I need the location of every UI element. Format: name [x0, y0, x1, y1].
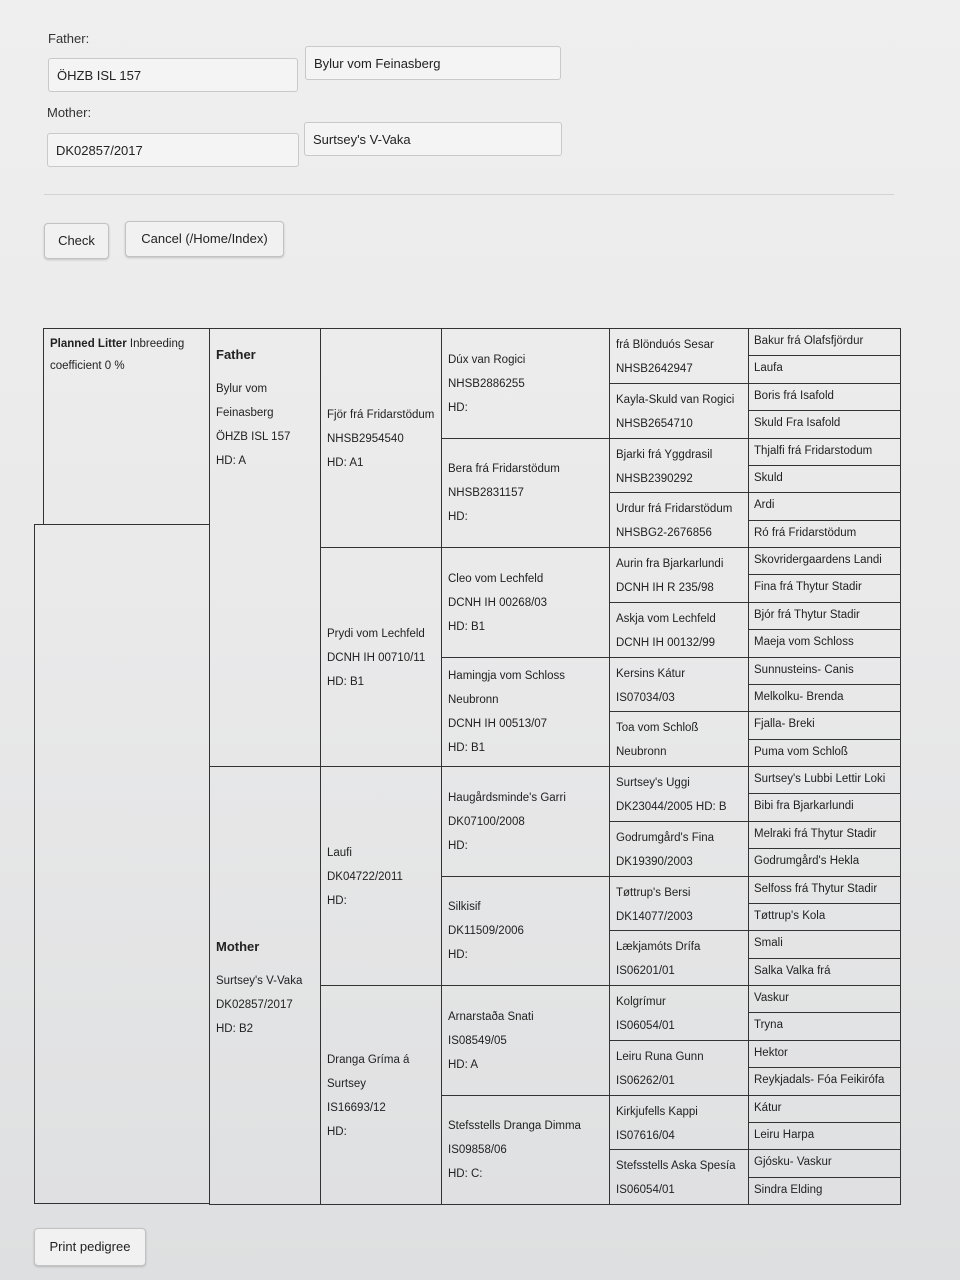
- entry-line: Kátur: [754, 1101, 782, 1114]
- entry-line: HD: B1: [448, 620, 486, 633]
- gen5-ancestor-cell: [748, 766, 901, 794]
- entry-line: Sunnusteins- Canis: [754, 663, 854, 676]
- great-grandparent-cell: [441, 547, 610, 658]
- entry-line: Tøttrup's Kola: [754, 909, 826, 922]
- gen4-ancestor-cell: [609, 930, 749, 986]
- father-cell: [209, 328, 321, 767]
- entry-line: Dranga Gríma á: [327, 1053, 410, 1066]
- entry-line: HD: B1: [327, 675, 365, 688]
- entry-line: Feinasberg: [216, 407, 274, 419]
- gen4-ancestor-cell: [609, 602, 749, 658]
- entry-line: Urdur frá Fridarstödum: [616, 503, 733, 516]
- entry-line: HD:: [448, 511, 468, 524]
- entry-line: Bjarki frá Yggdrasil: [616, 448, 713, 461]
- gen5-ancestor-cell: [748, 876, 901, 904]
- entry-line: Tryna: [754, 1019, 783, 1032]
- entry-line: Hektor: [754, 1046, 788, 1059]
- gen4-ancestor-cell: [609, 328, 749, 384]
- great-grandparent-cell: [441, 876, 610, 987]
- entry-line: Neubronn: [448, 694, 499, 707]
- entry-line: Dúx van Rogici: [448, 353, 526, 366]
- gen4-ancestor-cell: [609, 1095, 749, 1151]
- entry-line: HD:: [448, 401, 468, 414]
- entry-line: Skuld: [754, 471, 783, 484]
- entry-line: Bakur frá Olafsfjördur: [754, 335, 864, 347]
- entry-line: HD: B2: [216, 1023, 254, 1035]
- gen5-ancestor-cell: [748, 574, 901, 602]
- entry-line: IS08549/05: [448, 1034, 507, 1047]
- entry-line: IS07034/03: [616, 691, 675, 704]
- entry-line: IS16693/12: [327, 1101, 386, 1114]
- entry-line: NHSB2886255: [448, 377, 525, 390]
- gen5-ancestor-cell: [748, 547, 901, 575]
- great-grandparent-cell: [441, 438, 610, 549]
- gen4-ancestor-cell: [609, 985, 749, 1041]
- entry-line: DK04722/2011: [327, 870, 403, 883]
- entry-line: HD: A: [448, 1058, 479, 1071]
- entry-line: HD: A: [216, 455, 247, 467]
- great-grandparent-cell: [441, 985, 610, 1096]
- gen5-ancestor-cell: [748, 930, 901, 958]
- entry-line: IS09858/06: [448, 1144, 507, 1157]
- gen4-ancestor-cell: [609, 1149, 749, 1205]
- grandparent-cell: [320, 547, 442, 767]
- entry-line: HD: C:: [448, 1168, 483, 1181]
- entry-line: NHSB2654710: [616, 417, 693, 430]
- gen5-ancestor-cell: [748, 1095, 901, 1123]
- gen5-ancestor-cell: [748, 848, 901, 876]
- grandparent-cell: [320, 328, 442, 548]
- entry-line: IS06262/01: [616, 1074, 675, 1087]
- entry-line: Surtsey's V-Vaka: [216, 975, 303, 987]
- entry-line: Bera frá Fridarstödum: [448, 463, 560, 476]
- entry-line: Ardi: [754, 499, 775, 512]
- entry-line: NHSB2390292: [616, 472, 693, 485]
- mother-cell: [209, 766, 321, 1205]
- entry-line: HD:: [327, 894, 347, 907]
- gen5-ancestor-cell: [748, 465, 901, 493]
- gen5-ancestor-cell: [748, 1040, 901, 1068]
- gen5-ancestor-cell: [748, 821, 901, 849]
- gen5-ancestor-cell: [748, 1149, 901, 1177]
- entry-line: HD: A1: [327, 456, 364, 469]
- gen5-ancestor-cell: [748, 1012, 901, 1040]
- entry-line: Surtsey's Uggi: [616, 777, 690, 789]
- entry-line: Godrumgård's Fina: [616, 831, 715, 844]
- gen4-ancestor-cell: [609, 766, 749, 822]
- gen5-ancestor-cell: [748, 1177, 901, 1205]
- entry-line: Puma vom Schloß: [754, 745, 848, 758]
- entry-line: Kersins Kátur: [616, 667, 686, 680]
- entry-line: Bjór frá Thytur Stadir: [754, 608, 860, 621]
- entry-line: Aurin fra Bjarkarlundi: [616, 558, 724, 570]
- entry-line: IS06054/01: [616, 1184, 675, 1197]
- entry-line: Toa vom Schloß: [616, 722, 699, 735]
- great-grandparent-cell: [441, 328, 610, 439]
- entry-line: Fjör frá Fridarstödum: [327, 408, 435, 421]
- gen5-ancestor-cell: [748, 711, 901, 739]
- entry-line: DK23044/2005 HD: B: [616, 801, 727, 813]
- entry-line: Smali: [754, 937, 783, 950]
- entry-line: Ró frá Fridarstödum: [754, 526, 857, 539]
- entry-line: Sindra Elding: [754, 1183, 823, 1196]
- gen4-ancestor-cell: [609, 821, 749, 877]
- entry-line: Silkisif: [448, 901, 481, 914]
- entry-line: Godrumgård's Hekla: [754, 855, 860, 868]
- gen4-ancestor-cell: [609, 711, 749, 767]
- entry-line: Askja vom Lechfeld: [616, 612, 716, 625]
- gen5-ancestor-cell: [748, 602, 901, 630]
- entry-line: Melkolku- Brenda: [754, 690, 844, 703]
- entry-line: NHSB2954540: [327, 432, 404, 445]
- gen5-ancestor-cell: [748, 328, 901, 356]
- entry-line: Kayla-Skuld van Rogici: [616, 393, 735, 406]
- gen5-ancestor-cell: [748, 355, 901, 383]
- summary-title: Planned Litter: [50, 338, 127, 350]
- grandparent-cell: [320, 985, 442, 1205]
- entry-line: IS06201/01: [616, 965, 675, 978]
- gen5-ancestor-cell: [748, 958, 901, 986]
- entry-line: Salka Valka frá: [754, 964, 831, 977]
- check-button[interactable]: Check: [44, 223, 109, 259]
- entry-line: Gjósku- Vaskur: [754, 1156, 832, 1169]
- entry-line: Neubronn: [616, 746, 667, 759]
- gen5-ancestor-cell: [748, 684, 901, 712]
- gen5-ancestor-cell: [748, 1122, 901, 1150]
- entry-line: DCNH IH 00268/03: [448, 596, 548, 609]
- summary-cell: [43, 328, 209, 525]
- entry-line: HD:: [327, 1125, 347, 1138]
- gen4-ancestor-cell: [609, 657, 749, 713]
- gen5-ancestor-cell: [748, 985, 901, 1013]
- entry-line: NHSBG2-2676856: [616, 527, 712, 540]
- entry-line: Tøttrup's Bersi: [616, 886, 691, 899]
- entry-line: Selfoss frá Thytur Stadir: [754, 882, 878, 895]
- entry-line: Cleo vom Lechfeld: [448, 572, 544, 585]
- gen5-ancestor-cell: [748, 903, 901, 931]
- gen5-ancestor-cell: [748, 739, 901, 767]
- father-id-field[interactable]: ÖHZB ISL 157: [48, 58, 298, 92]
- gen5-ancestor-cell: [748, 492, 901, 520]
- gen5-ancestor-cell: [748, 520, 901, 548]
- entry-line: Kirkjufells Kappi: [616, 1105, 698, 1118]
- gen4-ancestor-cell: [609, 492, 749, 548]
- entry-line: Prydi vom Lechfeld: [327, 627, 425, 640]
- entry-line: DCNH IH 00513/07: [448, 718, 548, 731]
- gen5-ancestor-cell: [748, 657, 901, 685]
- entry-line: Bibi fra Bjarkarlundi: [754, 800, 854, 813]
- mother-name-field[interactable]: Surtsey's V-Vaka: [304, 122, 562, 156]
- entry-line: IS06054/01: [616, 1020, 675, 1032]
- entry-line: DCNH IH 00132/99: [616, 636, 716, 649]
- father-name-field[interactable]: Bylur vom Feinasberg: [305, 46, 561, 80]
- entry-line: NHSB2642947: [616, 363, 693, 375]
- gen4-ancestor-cell: [609, 438, 749, 494]
- entry-line: Boris frá Isafold: [754, 389, 834, 402]
- entry-line: Leiru Harpa: [754, 1128, 815, 1141]
- gen5-ancestor-cell: [748, 793, 901, 821]
- gen5-ancestor-cell: [748, 383, 901, 411]
- entry-line: Fjalla- Breki: [754, 718, 815, 731]
- entry-line: Reykjadals- Fóa Feikirófa: [754, 1074, 885, 1087]
- entry-line: Stefsstells Dranga Dimma: [448, 1120, 581, 1133]
- gen5-ancestor-cell: [748, 438, 901, 466]
- entry-line: Thjalfi frá Fridarstodum: [754, 444, 873, 457]
- entry-line: ÖHZB ISL 157: [216, 431, 291, 443]
- entry-line: DCNH IH R 235/98: [616, 582, 714, 594]
- entry-line: HD:: [448, 949, 468, 962]
- gen4-ancestor-cell: [609, 1040, 749, 1096]
- entry-line: Kolgrímur: [616, 996, 666, 1008]
- entry-line: DCNH IH 00710/11: [327, 651, 426, 664]
- grandparent-cell: [320, 766, 442, 986]
- gen4-ancestor-cell: [609, 547, 749, 603]
- parent-heading: Father: [216, 347, 256, 362]
- entry-line: Fina frá Thytur Stadir: [754, 581, 862, 594]
- father-label: Father:: [48, 31, 90, 46]
- entry-line: Laufi: [327, 846, 352, 859]
- entry-line: Vaskur: [754, 992, 789, 1004]
- entry-line: DK07100/2008: [448, 815, 525, 828]
- entry-line: HD:: [448, 839, 468, 852]
- great-grandparent-cell: [441, 1095, 610, 1206]
- summary-text: Inbreeding coefficient 0 %: [50, 338, 185, 372]
- entry-line: NHSB2831157: [448, 487, 524, 500]
- summary-left-column: [34, 524, 209, 1204]
- entry-line: Melraki frá Thytur Stadir: [754, 827, 877, 840]
- entry-line: DK19390/2003: [616, 855, 693, 868]
- great-grandparent-cell: [441, 657, 610, 768]
- entry-line: DK14077/2003: [616, 910, 693, 923]
- cancel-button[interactable]: Cancel (/Home/Index): [125, 221, 284, 257]
- entry-line: Stefsstells Aska Spesía: [616, 1160, 736, 1173]
- entry-line: Lækjamóts Drífa: [616, 941, 701, 954]
- print-pedigree-button[interactable]: Print pedigree: [34, 1228, 146, 1266]
- entry-line: HD: B1: [448, 742, 486, 755]
- entry-line: Arnarstaða Snati: [448, 1010, 534, 1023]
- entry-line: Surtsey's Lubbi Lettir Loki: [754, 773, 886, 785]
- gen4-ancestor-cell: [609, 876, 749, 932]
- entry-line: Surtsey: [327, 1077, 366, 1090]
- gen4-ancestor-cell: [609, 383, 749, 439]
- entry-line: Maeja vom Schloss: [754, 636, 854, 649]
- entry-line: Leiru Runa Gunn: [616, 1050, 704, 1063]
- mother-label: Mother:: [47, 105, 92, 120]
- entry-line: DK02857/2017: [216, 999, 293, 1011]
- entry-line: frá Blönduós Sesar: [616, 339, 714, 351]
- entry-line: Bylur vom: [216, 383, 268, 395]
- entry-line: Skovridergaardens Landi: [754, 554, 882, 566]
- entry-line: IS07616/04: [616, 1129, 675, 1142]
- entry-line: Skuld Fra Isafold: [754, 417, 841, 430]
- mother-id-field[interactable]: DK02857/2017: [47, 133, 299, 167]
- gen5-ancestor-cell: [748, 1067, 901, 1095]
- gen5-ancestor-cell: [748, 410, 901, 438]
- gen5-ancestor-cell: [748, 629, 901, 657]
- entry-line: Haugårdsminde's Garri: [448, 791, 566, 804]
- entry-line: DK11509/2006: [448, 925, 524, 938]
- entry-line: Laufa: [754, 362, 783, 375]
- parent-heading: Mother: [216, 939, 260, 954]
- great-grandparent-cell: [441, 766, 610, 877]
- entry-line: Hamingja vom Schloss: [448, 670, 565, 683]
